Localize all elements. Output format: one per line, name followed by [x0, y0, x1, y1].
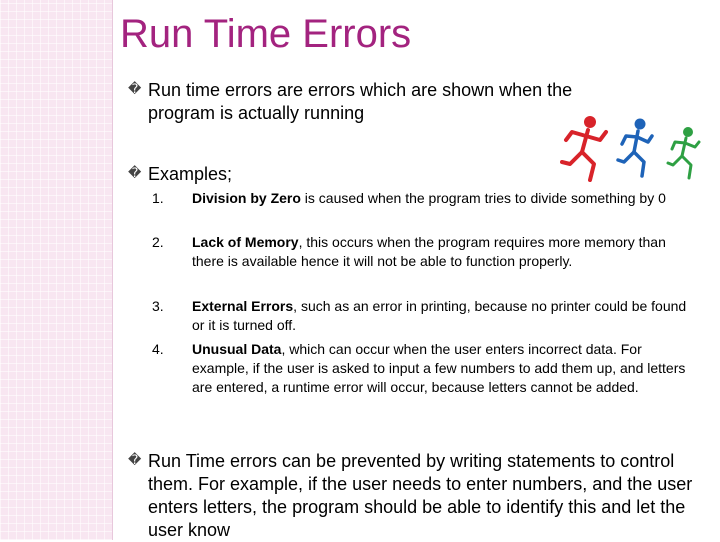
item-number: 4.: [152, 341, 164, 357]
bullet-text: Run time errors are errors which are shown when the program is actually running: [148, 80, 573, 123]
item-term: Division by Zero: [192, 190, 301, 206]
item-description: , such as an error in printing, because no printer could be found or it is turned off.: [192, 298, 687, 333]
bullet-prevention: [128, 450, 698, 542]
running-figures-image: [560, 112, 710, 190]
slide-title: Run Time Errors: [120, 12, 412, 56]
bullet-text: Run Time errors can be prevented by writing statements to control them. For example, if the user needs to enter numbers, and the user enters letters, the program should be able to identify this and let the user know: [148, 451, 693, 540]
bullet-marker: �: [128, 166, 142, 181]
item-number: 1.: [152, 190, 164, 206]
bullet-marker: �: [128, 453, 142, 468]
item-number: 3.: [152, 298, 164, 314]
list-item: [152, 340, 697, 397]
side-divider: [112, 0, 113, 540]
item-description: , which can occur when the user enters incorrect data. For example, if the user is asked to input a few numbers to add them up, and letters are entered, a runtime error will occur, because letters cannot be added.: [192, 341, 686, 395]
side-pattern: [0, 0, 112, 540]
item-term: Lack of Memory: [192, 234, 299, 250]
runner-red-figure: [562, 116, 606, 180]
item-number: 2.: [152, 234, 164, 250]
runner-green-figure: [668, 127, 699, 178]
item-term: Unusual Data: [192, 341, 282, 357]
bullet-definition: [128, 79, 628, 125]
bullet-marker: �: [128, 82, 142, 97]
runner-blue-figure: [618, 119, 652, 177]
list-item: [152, 233, 697, 271]
item-term: External Errors: [192, 298, 294, 314]
bullet-text: Examples;: [148, 164, 233, 184]
item-description: , this occurs when the program requires more memory than there is available hence it will not be able to function properly.: [192, 234, 666, 269]
list-item: [152, 297, 697, 335]
list-item: [152, 189, 697, 208]
item-description: is caused when the program tries to divide something by 0: [300, 190, 666, 206]
